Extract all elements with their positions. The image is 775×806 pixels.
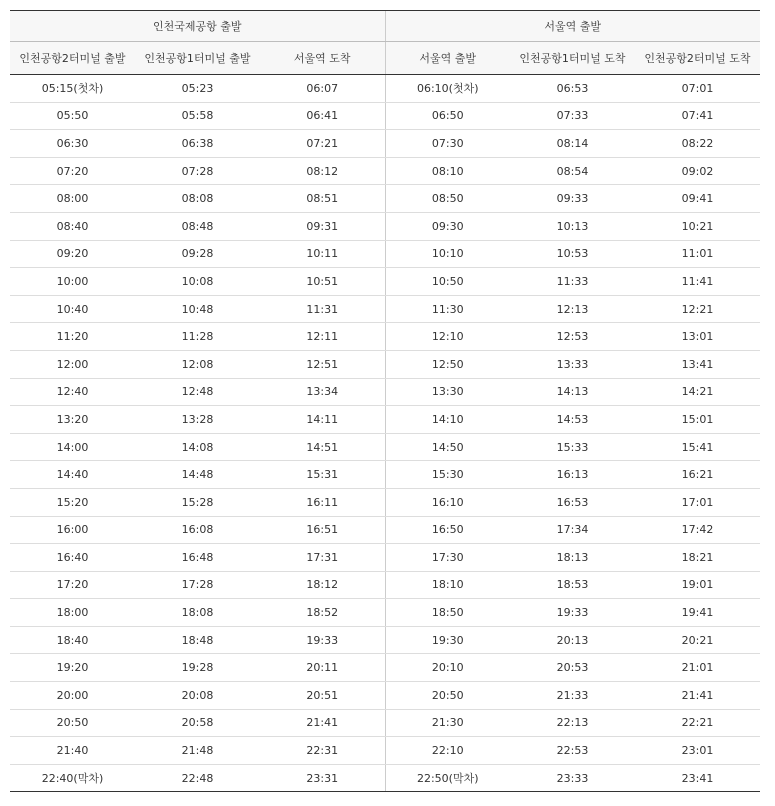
cell-seoul-arrival: 20:11 [260,654,385,682]
cell-seoul-arrival: 10:51 [260,268,385,296]
cell-seoul-arrival: 18:12 [260,571,385,599]
column-header-t1-departure: 인천공항1터미널 출발 [135,42,260,75]
cell-t2-departure: 21:40 [10,737,135,765]
table-row [10,157,760,185]
cell-t2-arrival: 22:21 [635,709,760,737]
cell-t1-departure: 16:48 [135,544,260,572]
cell-t2-arrival: 15:01 [635,406,760,434]
cell-seoul-arrival: 16:51 [260,516,385,544]
column-header-seoul-departure: 서울역 출발 [385,42,510,75]
cell-t1-departure: 09:28 [135,240,260,268]
cell-seoul-departure: 20:50 [385,682,510,710]
table-row [10,102,760,130]
cell-seoul-departure: 16:50 [385,516,510,544]
cell-t2-arrival: 21:01 [635,654,760,682]
table-row [10,626,760,654]
cell-t1-departure: 14:08 [135,433,260,461]
cell-t2-arrival: 17:42 [635,516,760,544]
cell-t2-departure: 22:40(막차) [10,764,135,792]
cell-seoul-arrival: 08:51 [260,185,385,213]
table-row [10,682,760,710]
table-row [10,323,760,351]
table-row [10,544,760,572]
cell-t1-arrival: 18:53 [510,571,635,599]
cell-t1-departure: 13:28 [135,406,260,434]
cell-seoul-departure: 15:30 [385,461,510,489]
cell-t2-arrival: 11:41 [635,268,760,296]
cell-seoul-departure: 21:30 [385,709,510,737]
cell-seoul-departure: 07:30 [385,130,510,158]
timetable-body [10,75,760,792]
cell-t1-arrival: 12:13 [510,295,635,323]
cell-t1-arrival: 16:13 [510,461,635,489]
timetable [10,10,760,792]
cell-seoul-arrival: 15:31 [260,461,385,489]
cell-t1-departure: 05:23 [135,75,260,103]
cell-t2-departure: 05:50 [10,102,135,130]
cell-t2-arrival: 23:01 [635,737,760,765]
cell-t2-departure: 08:00 [10,185,135,213]
cell-t2-departure: 05:15(첫차) [10,75,135,103]
cell-t1-departure: 18:08 [135,599,260,627]
cell-seoul-departure: 22:10 [385,737,510,765]
cell-t1-arrival: 13:33 [510,350,635,378]
timetable-container [10,10,760,792]
cell-t1-arrival: 17:34 [510,516,635,544]
cell-t1-departure: 20:58 [135,709,260,737]
cell-t1-arrival: 21:33 [510,682,635,710]
cell-seoul-departure: 19:30 [385,626,510,654]
column-header-t1-arrival: 인천공항1터미널 도착 [510,42,635,75]
cell-t2-arrival: 07:01 [635,75,760,103]
table-row [10,654,760,682]
cell-seoul-arrival: 21:41 [260,709,385,737]
table-row [10,268,760,296]
cell-seoul-departure: 13:30 [385,378,510,406]
cell-t1-departure: 21:48 [135,737,260,765]
cell-seoul-arrival: 16:11 [260,488,385,516]
cell-seoul-arrival: 09:31 [260,212,385,240]
table-row [10,488,760,516]
cell-t2-arrival: 12:21 [635,295,760,323]
table-row [10,571,760,599]
cell-t2-departure: 08:40 [10,212,135,240]
cell-t1-departure: 15:28 [135,488,260,516]
cell-t1-arrival: 10:13 [510,212,635,240]
cell-seoul-departure: 16:10 [385,488,510,516]
cell-t1-departure: 20:08 [135,682,260,710]
cell-t1-arrival: 20:13 [510,626,635,654]
cell-t2-arrival: 16:21 [635,461,760,489]
cell-t1-arrival: 19:33 [510,599,635,627]
cell-t2-arrival: 11:01 [635,240,760,268]
cell-seoul-arrival: 22:31 [260,737,385,765]
cell-seoul-departure: 10:10 [385,240,510,268]
cell-t1-arrival: 18:13 [510,544,635,572]
cell-t1-departure: 22:48 [135,764,260,792]
cell-t1-departure: 06:38 [135,130,260,158]
cell-t1-departure: 19:28 [135,654,260,682]
cell-t1-arrival: 07:33 [510,102,635,130]
cell-t1-departure: 11:28 [135,323,260,351]
cell-seoul-departure: 18:10 [385,571,510,599]
cell-t2-arrival: 13:01 [635,323,760,351]
table-row [10,75,760,103]
column-header-seoul-arrival: 서울역 도착 [260,42,385,75]
cell-t1-departure: 14:48 [135,461,260,489]
cell-seoul-arrival: 23:31 [260,764,385,792]
cell-t1-departure: 08:48 [135,212,260,240]
header-column-row [10,42,760,75]
cell-seoul-departure: 20:10 [385,654,510,682]
table-row [10,378,760,406]
cell-seoul-arrival: 14:11 [260,406,385,434]
table-row [10,516,760,544]
cell-t1-departure: 17:28 [135,571,260,599]
cell-t2-departure: 16:40 [10,544,135,572]
table-row [10,764,760,792]
cell-t1-arrival: 14:53 [510,406,635,434]
group-header-incheon-departure: 인천국제공항 출발 [10,11,385,42]
cell-seoul-arrival: 14:51 [260,433,385,461]
cell-t1-departure: 18:48 [135,626,260,654]
cell-seoul-arrival: 08:12 [260,157,385,185]
cell-t2-arrival: 18:21 [635,544,760,572]
cell-seoul-departure: 06:10(첫차) [385,75,510,103]
cell-seoul-arrival: 06:07 [260,75,385,103]
cell-t2-arrival: 09:41 [635,185,760,213]
cell-t1-arrival: 10:53 [510,240,635,268]
table-row [10,709,760,737]
cell-t1-arrival: 23:33 [510,764,635,792]
cell-seoul-departure: 18:50 [385,599,510,627]
cell-t1-arrival: 15:33 [510,433,635,461]
cell-t1-departure: 07:28 [135,157,260,185]
cell-t2-departure: 18:00 [10,599,135,627]
cell-seoul-departure: 10:50 [385,268,510,296]
cell-t1-departure: 10:08 [135,268,260,296]
cell-seoul-departure: 09:30 [385,212,510,240]
cell-t2-arrival: 23:41 [635,764,760,792]
cell-t2-arrival: 13:41 [635,350,760,378]
cell-t1-departure: 08:08 [135,185,260,213]
cell-t1-arrival: 22:53 [510,737,635,765]
table-row [10,212,760,240]
cell-t2-arrival: 19:01 [635,571,760,599]
cell-seoul-arrival: 06:41 [260,102,385,130]
cell-t2-departure: 12:40 [10,378,135,406]
group-header-seoul-departure: 서울역 출발 [385,11,760,42]
cell-seoul-arrival: 10:11 [260,240,385,268]
cell-seoul-arrival: 11:31 [260,295,385,323]
cell-seoul-departure: 14:50 [385,433,510,461]
cell-t2-departure: 14:40 [10,461,135,489]
cell-t2-departure: 20:50 [10,709,135,737]
cell-t2-departure: 18:40 [10,626,135,654]
cell-t1-departure: 16:08 [135,516,260,544]
table-row [10,185,760,213]
cell-t2-arrival: 09:02 [635,157,760,185]
cell-seoul-departure: 08:10 [385,157,510,185]
cell-t2-departure: 11:20 [10,323,135,351]
cell-t2-arrival: 08:22 [635,130,760,158]
cell-seoul-departure: 12:10 [385,323,510,351]
table-row [10,295,760,323]
cell-t1-arrival: 09:33 [510,185,635,213]
cell-seoul-arrival: 19:33 [260,626,385,654]
cell-t2-arrival: 15:41 [635,433,760,461]
cell-t2-departure: 10:00 [10,268,135,296]
cell-t2-arrival: 21:41 [635,682,760,710]
cell-t2-arrival: 17:01 [635,488,760,516]
cell-t1-departure: 05:58 [135,102,260,130]
cell-seoul-arrival: 12:51 [260,350,385,378]
column-header-t2-arrival: 인천공항2터미널 도착 [635,42,760,75]
cell-t2-departure: 15:20 [10,488,135,516]
cell-t1-departure: 12:48 [135,378,260,406]
cell-t1-arrival: 14:13 [510,378,635,406]
cell-t2-departure: 10:40 [10,295,135,323]
cell-t2-departure: 17:20 [10,571,135,599]
cell-seoul-departure: 14:10 [385,406,510,434]
cell-seoul-departure: 12:50 [385,350,510,378]
cell-t2-departure: 13:20 [10,406,135,434]
cell-t2-departure: 16:00 [10,516,135,544]
cell-t2-arrival: 10:21 [635,212,760,240]
cell-t1-arrival: 22:13 [510,709,635,737]
cell-seoul-arrival: 18:52 [260,599,385,627]
table-row [10,350,760,378]
cell-t1-arrival: 20:53 [510,654,635,682]
cell-seoul-departure: 17:30 [385,544,510,572]
cell-t1-arrival: 08:14 [510,130,635,158]
cell-t1-arrival: 08:54 [510,157,635,185]
column-header-t2-departure: 인천공항2터미널 출발 [10,42,135,75]
table-row [10,461,760,489]
cell-t2-departure: 14:00 [10,433,135,461]
cell-t2-departure: 12:00 [10,350,135,378]
cell-seoul-arrival: 07:21 [260,130,385,158]
cell-t2-arrival: 20:21 [635,626,760,654]
cell-seoul-departure: 22:50(막차) [385,764,510,792]
cell-seoul-departure: 11:30 [385,295,510,323]
cell-seoul-departure: 08:50 [385,185,510,213]
table-row [10,599,760,627]
cell-t1-departure: 10:48 [135,295,260,323]
cell-t2-arrival: 14:21 [635,378,760,406]
cell-t2-departure: 09:20 [10,240,135,268]
cell-seoul-arrival: 12:11 [260,323,385,351]
cell-t2-departure: 20:00 [10,682,135,710]
table-row [10,433,760,461]
cell-seoul-departure: 06:50 [385,102,510,130]
cell-t1-arrival: 12:53 [510,323,635,351]
cell-t1-arrival: 11:33 [510,268,635,296]
cell-t2-departure: 06:30 [10,130,135,158]
cell-t2-departure: 07:20 [10,157,135,185]
cell-seoul-arrival: 20:51 [260,682,385,710]
header-group-row [10,11,760,42]
cell-seoul-arrival: 17:31 [260,544,385,572]
table-row [10,130,760,158]
cell-t1-arrival: 06:53 [510,75,635,103]
cell-t2-arrival: 07:41 [635,102,760,130]
cell-seoul-arrival: 13:34 [260,378,385,406]
table-row [10,406,760,434]
cell-t1-departure: 12:08 [135,350,260,378]
cell-t1-arrival: 16:53 [510,488,635,516]
table-row [10,240,760,268]
table-row [10,737,760,765]
cell-t2-arrival: 19:41 [635,599,760,627]
cell-t2-departure: 19:20 [10,654,135,682]
